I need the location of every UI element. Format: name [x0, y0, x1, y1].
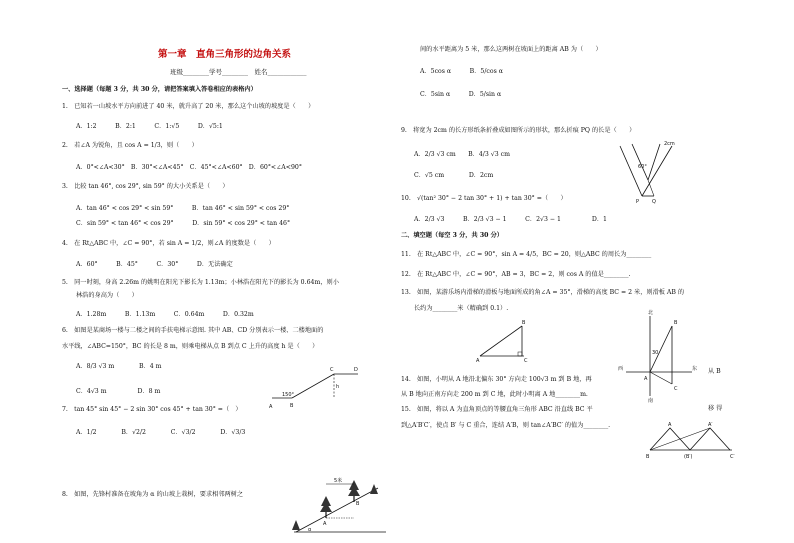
fig15-label-B: B	[646, 454, 650, 460]
question-q9: 9. 将宽为 2cm 的长方形纸条折叠成如图所示的形状，那么折痕 PQ 的长是（ ）	[401, 127, 636, 134]
student-info-line: 班级________学号________ 姓名____________	[170, 68, 307, 76]
question-q14: 14. 如图，小明从 A 地沿北偏东 30° 方向走 100√3 m 到 B 地，再	[401, 376, 592, 383]
fig6-label-D: D	[354, 367, 358, 373]
question-q1: 1. 已知若一山坡水平方向前进了 40 米，就升高了 20 米，那么这个山坡的坡度是（ ）	[62, 103, 315, 110]
fig15-label-B2: (B′)	[684, 454, 693, 460]
question-q6b: 水平线，∠ABC=150°，BC 的长是 8 m，则乘电梯从点 B 到点 C 上升的高度 h 是（ ）	[62, 343, 319, 350]
section-choice-heading: 一、选择题（每题 3 分，共 30 分，请把答案填入答卷相应的表格内）	[62, 86, 257, 93]
fig6-label-C: C	[330, 367, 334, 373]
question-q7-opts: A．1/2 B．√2/2 C．√3/2 D．√3/3	[76, 429, 246, 436]
question-q14b: 从 B 地向正南方向走 200 m 到 C 地，此时小明离 A 地________m.	[401, 391, 588, 398]
question-q6-optsA: A．8/3 √3 m B．4 m	[76, 363, 162, 370]
question-q13b: 长约为________米（精确到 0.1）.	[414, 305, 509, 312]
figure-translated-triangles	[646, 418, 738, 462]
figure-escalator	[268, 368, 368, 414]
question-q10: 10. √(tan² 30° − 2 tan 30° + 1) + tan 30° =（ ）	[401, 195, 567, 202]
fig9-label-width: 2cm	[664, 141, 675, 147]
fig6-label-angle: 150°	[282, 392, 295, 398]
question-q3-optsA: A．tan 46° < cos 29° < sin 59° B．tan 46° < sin 59° < cos 29°	[76, 205, 290, 212]
question-q12: 12. 在 Rt△ABC 中，∠C = 90°，AB = 3，BC = 2，则 cos A 的值是________.	[401, 271, 631, 278]
q14-trailing-text: 从 B	[708, 368, 721, 375]
fig14-label-west: 西	[618, 366, 624, 372]
question-q3: 3. 比较 tan 46°, cos 29°, sin 59° 的大小关系是（ ）	[62, 183, 229, 190]
question-q2-opts: A．0°<∠A<30° B．30°<∠A<45° C．45°<∠A<60° D．60°<∠A<90°	[76, 164, 302, 171]
fig14-label-south: 南	[648, 398, 654, 404]
question-q3-optsC: C．sin 59° < tan 46° < cos 29° D．sin 59° < cos 29° < tan 46°	[76, 220, 291, 227]
fig8-label-B: B	[356, 501, 360, 507]
q15-trailing-text: 移 得	[708, 405, 723, 412]
fig9-label-angle: 60°	[638, 164, 647, 170]
fig14-label-B: B	[674, 320, 678, 326]
question-q7: 7. tan 45° sin 45° − 2 sin 30° cos 45° + tan 30° =（ ）	[62, 406, 242, 413]
fig13-label-C: C	[524, 358, 528, 364]
fig14-label-C: C	[674, 386, 678, 392]
fig15-label-A: A	[668, 422, 672, 428]
fig13-label-B: B	[522, 320, 526, 326]
question-q8-optsC: C．5sin α D．5/sin α	[420, 91, 502, 98]
question-q9-optsA: A．2/3 √3 cm B．4/3 √3 cm	[414, 151, 510, 158]
fig14-label-east: 东	[692, 366, 698, 372]
section-fill-heading: 二、填空题（每空 3 分，共 30 分）	[401, 232, 503, 239]
question-q5b: 林浩的身高为（ ）	[76, 292, 138, 299]
fig14-label-angle: 30	[652, 350, 659, 356]
question-q15: 15. 如图，将以 A 为直角顶点的等腰直角三角形 ABC 沿直线 BC 平	[401, 406, 593, 413]
figure-slope-trees	[290, 474, 390, 538]
fig8-label-alpha: α	[308, 527, 312, 533]
page-title: 第一章 直角三角形的边角关系	[158, 49, 292, 60]
fig8-label-A: A	[323, 521, 327, 527]
fig13-label-A: A	[476, 358, 480, 364]
question-q8-optsA: A．5cos α B．5/cos α	[420, 68, 503, 75]
figure-slide-triangle	[474, 318, 534, 364]
fig14-label-north: 北	[648, 310, 654, 316]
question-q4: 4. 在 Rt△ABC 中，∠C = 90°，若 sin A = 1/2，则∠A 的度数是（ ）	[62, 240, 275, 247]
question-q2: 2. 若∠A 为锐角，且 cos A = 1/3，则（ ）	[62, 142, 198, 149]
question-q5: 5. 同一时刻，身高 2.26m 的姚明在阳光下影长为 1.13m；小林浩在阳光下的影长为 0.64m，则小	[62, 279, 339, 286]
question-q13: 13. 如图，某游乐场内滑梯的滑板与地面所成的角∠A = 35°，滑梯的高度 BC = 2 米，则滑板 AB 的	[401, 289, 685, 296]
fig6-label-A: A	[269, 404, 273, 410]
fig8-label-dist: 5米	[334, 478, 343, 484]
fig15-label-A2: A′	[708, 422, 713, 428]
question-q11: 11. 在 Rt△ABC 中，∠C = 90°，sin A = 4/5，BC = 20，则△ABC 的周长为________	[401, 251, 652, 258]
question-q10-opts: A．2/3 √3 B．2/3 √3 − 1 C．2√3 − 1 D．1	[414, 216, 607, 223]
question-q4-opts: A．60° B．45° C．30° D．无法确定	[76, 261, 233, 268]
fig9-label-P: P	[636, 199, 640, 205]
figure-compass-path	[616, 308, 702, 402]
question-q6: 6. 如图是某商场一楼与二楼之间的手扶电梯示意图. 其中 AB、CD 分别表示一楼、二楼地面的	[62, 327, 324, 334]
question-q15b: 到△A′B′C′，使点 B′ 与 C 重合，连结 A′B，则 tan∠A′BC′ 的值为________.	[401, 422, 611, 429]
fig15-label-C2: C′	[730, 454, 735, 460]
question-q8b: 间的水平距离为 5 米，那么这两树在坡面上的距离 AB 为（ ）	[420, 46, 602, 53]
fig6-label-B: B	[290, 403, 294, 409]
question-q8: 8. 如图，先锋村准备在坡角为 α 的山坡上栽树，要求相邻两树之	[62, 491, 244, 498]
question-q5-opts: A．1.28m B．1.13m C．0.64m D．0.32m	[76, 311, 254, 318]
question-q1-opts: A．1:2 B．2:1 C．1:√5 D．√5:1	[76, 123, 223, 130]
question-q6-optsC: C．4√3 m D．8 m	[76, 388, 161, 395]
question-q9-optsC: C．√5 cm D．2cm	[414, 172, 494, 179]
fig6-label-h: h	[336, 384, 340, 390]
figure-folded-strip	[616, 140, 682, 206]
fig14-label-A: A	[644, 376, 648, 382]
fig9-label-Q: Q	[652, 199, 656, 205]
